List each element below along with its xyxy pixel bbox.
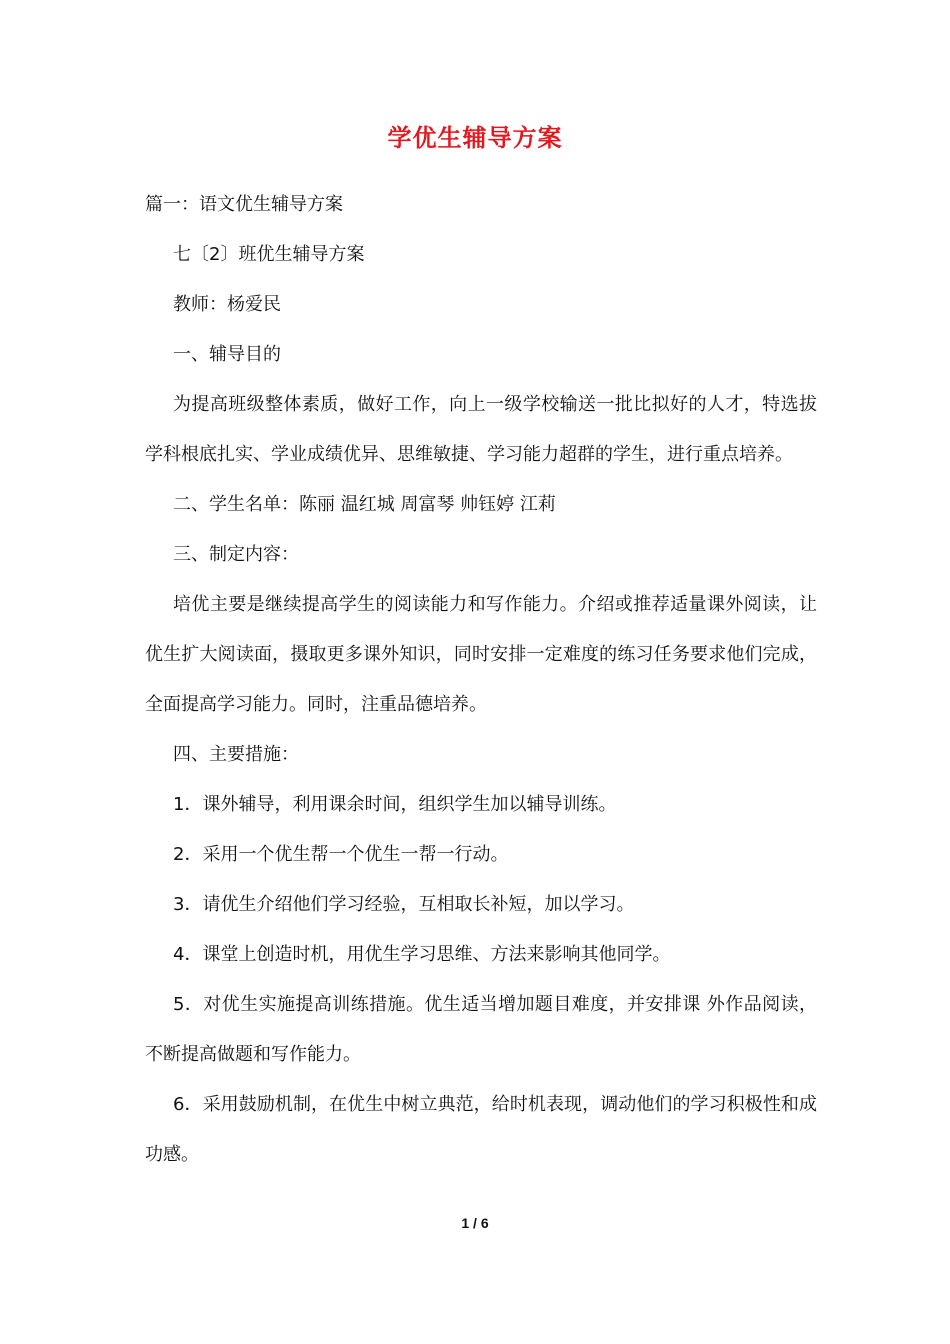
paragraph: 培优主要是继续提高学生的阅读能力和写作能力。介绍或推荐适量课外阅读，让优生扩大阅读面，摄取更多课外知识，同时安排一定难度的练习任务要求他们完成，全面提高学习能力。同时，注重品德培养。 [145,594,817,715]
paragraph: 一、辅导目的 [173,344,281,365]
paragraph: 5．对优生实施提高训练措施。优生适当增加题目难度，并安排课 外作品阅读，不断提高做题和写作能力。 [145,994,817,1065]
paragraph: 为提高班级整体素质，做好工作，向上一级学校输送一批比拟好的人才，特选拔学科根底扎实、学业成绩优异、思维敏捷、学习能力超群的学生，进行重点培养。 [145,394,817,465]
paragraph: 3．请优生介绍他们学习经验，互相取长补短，加以学习。 [173,894,635,915]
paragraph: 6．采用鼓励机制，在优生中树立典范，给时机表现，调动他们的学习积极性和成功感。 [145,1094,817,1165]
document-title: 学优生辅导方案 [387,124,563,152]
page-indicator: 1 / 6 [461,1215,489,1231]
paragraph: 三、制定内容： [173,544,299,565]
paragraph: 七〔2〕班优生辅导方案 [173,244,365,265]
document-body [145,180,817,1180]
paragraph: 篇一：语文优生辅导方案 [145,194,343,215]
paragraph: 四、主要措施： [173,744,299,765]
paragraph: 教师：杨爱民 [173,294,281,315]
paragraph: 4．课堂上创造时机，用优生学习思维、方法来影响其他同学。 [173,944,671,965]
paragraph: 2．采用一个优生帮一个优生一帮一行动。 [173,844,509,865]
paragraph: 1．课外辅导，利用课余时间，组织学生加以辅导训练。 [173,794,617,815]
paragraph: 二、学生名单：陈丽 温红城 周富琴 帅钰婷 江莉 [173,494,556,515]
